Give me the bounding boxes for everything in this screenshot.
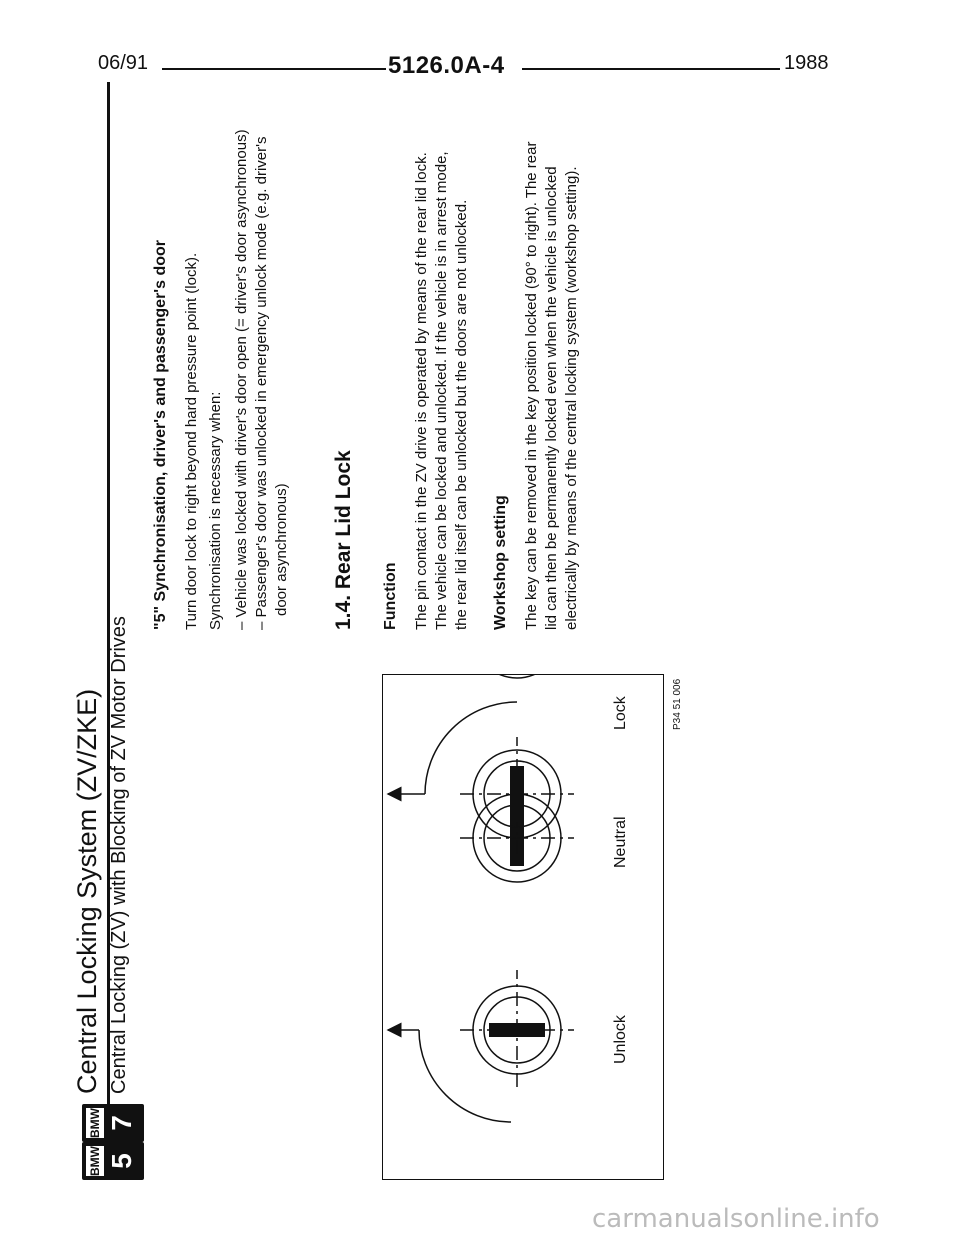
page-title: Central Locking System (ZV/ZKE) — [72, 688, 102, 1094]
lock-arc — [425, 702, 517, 794]
unlock-key-slot — [489, 1023, 545, 1037]
badge-brand: BMW — [88, 1146, 102, 1176]
function-text: the rear lid itself can be unlocked but the doors are not unlocked. — [453, 199, 470, 630]
unlock-label: Unlock — [612, 1015, 629, 1064]
sync-heading: "5" Synchronisation, driver's and passenger's door — [152, 240, 169, 630]
badge-series: 5 — [106, 1153, 137, 1169]
rear-lid-heading: 1.4. Rear Lid Lock — [332, 450, 355, 630]
function-text: The pin contact in the ZV drive is operated by means of the rear lid lock. — [413, 152, 430, 630]
lock-label: Lock — [612, 696, 629, 730]
sync-bullet: – Passenger's door was unlocked in emergency unlock mode (e.g. driver's — [253, 136, 270, 630]
workshop-heading: Workshop setting — [492, 495, 509, 630]
sync-text: Synchronisation is necessary when: — [207, 391, 224, 630]
watermark: carmanualsonline.info — [592, 1204, 880, 1234]
page-subtitle: Central Locking (ZV) with Blocking of ZV Motor Drives — [108, 616, 130, 1094]
unlock-arc — [419, 1030, 511, 1122]
sync-bullet: door asynchronous) — [273, 483, 290, 616]
figure-code: P34 51 006 — [672, 678, 683, 730]
bmw-7-badge — [82, 1104, 144, 1142]
function-text: The vehicle can be locked and unlocked. If the vehicle is in arrest mode, — [433, 151, 450, 630]
workshop-text: lid can then be permanently locked even when the vehicle is unlocked — [543, 166, 560, 630]
header-code: 5126.0A-4 — [388, 52, 505, 79]
workshop-text: The key can be removed in the key position locked (90° to right). The rear — [523, 141, 540, 630]
sync-text: Turn door lock to right beyond hard pressure point (lock). — [183, 252, 200, 630]
lock-key-slot — [510, 766, 524, 822]
header-date: 06/91 — [98, 52, 149, 74]
sync-bullet: – Vehicle was locked with driver's door open (= driver's door asynchronous) — [233, 129, 250, 630]
lock-diagram-right — [382, 662, 664, 862]
workshop-text: electrically by means of the central locking system (workshop setting). — [563, 166, 580, 630]
bmw-5-badge — [82, 1142, 144, 1180]
neutral-label: Neutral — [612, 816, 629, 868]
header-year: 1988 — [784, 52, 829, 74]
function-heading: Function — [382, 562, 399, 630]
badge-series: 7 — [106, 1115, 137, 1131]
badge-brand: BMW — [88, 1108, 102, 1138]
